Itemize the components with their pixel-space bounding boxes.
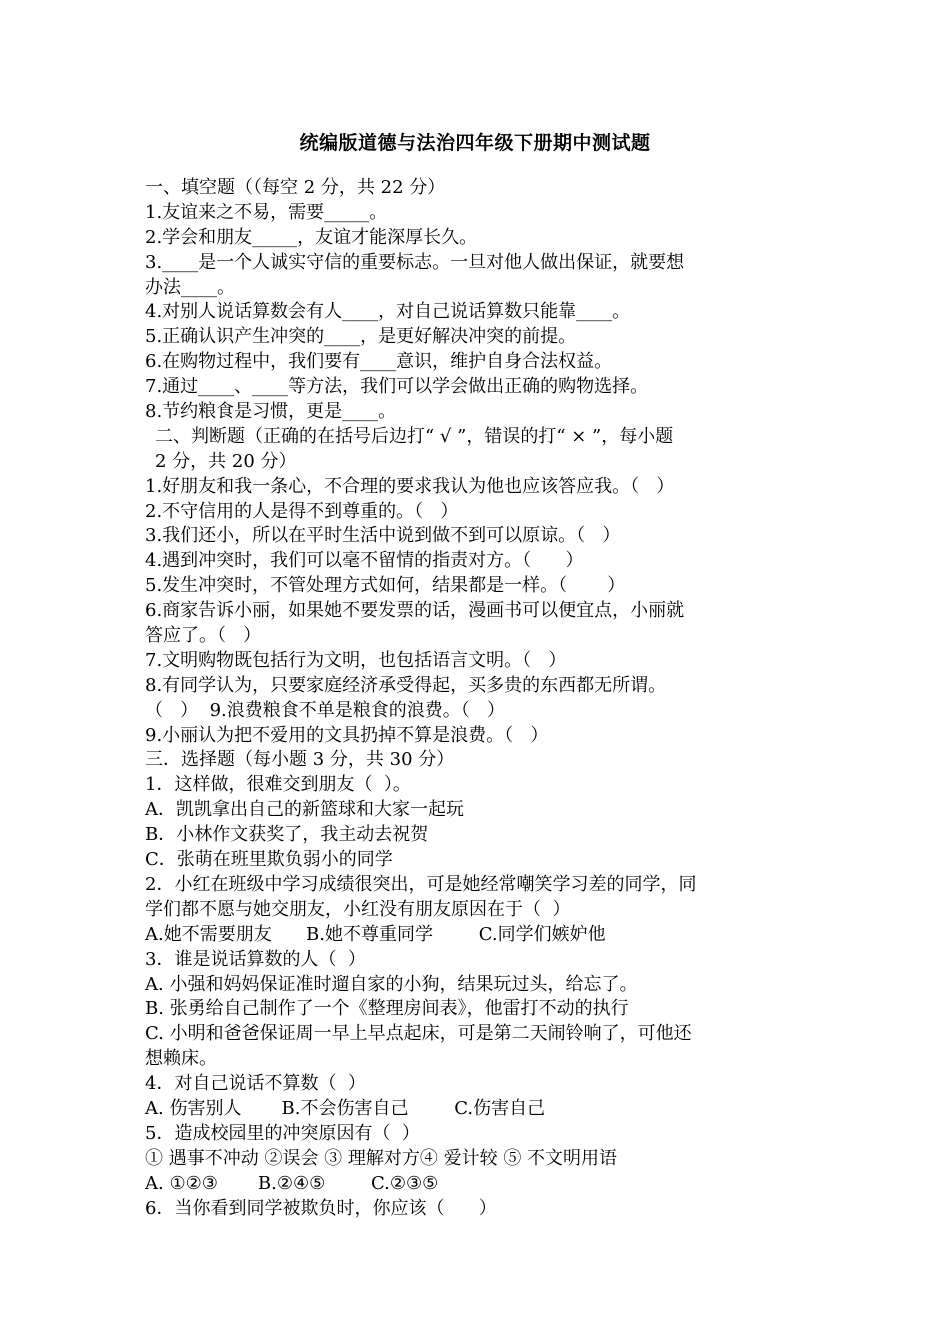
option-line: A．凯凯拿出自己的新篮球和大家一起玩 bbox=[145, 799, 464, 821]
option-line: 想赖床。 bbox=[145, 1048, 217, 1070]
option-line: A. 伤害别人 B.不会伤害自己 C.伤害自己 bbox=[145, 1097, 546, 1119]
section-heading-fill-blank: 一、填空题（（每空 2 分，共 22 分） bbox=[145, 177, 446, 198]
question-line: 5．造成校园里的冲突原因有（ ） bbox=[145, 1122, 420, 1144]
option-line: A. 小强和妈妈保证准时遛自家的小狗，结果玩过头，给忘了。 bbox=[145, 973, 638, 995]
question-line: 3.我们还小，所以在平时生活中说到做不到可以原谅。（ ） bbox=[145, 525, 621, 547]
question-line: 1.好朋友和我一条心，不合理的要求我认为他也应该答应我。（ ） bbox=[145, 475, 675, 497]
exam-body bbox=[145, 176, 810, 1221]
section-heading-multiple-choice: 三．选择题（每小题 3 分，共 30 分） bbox=[145, 749, 455, 771]
question-line: 4.对别人说话算数会有人____，对自己说话算数只能靠____。 bbox=[145, 301, 631, 323]
question-line: 5.发生冲突时，不管处理方式如何，结果都是一样。（ ） bbox=[145, 575, 626, 597]
question-line: 学们都不愿与她交朋友，小红没有朋友原因在于（ ） bbox=[145, 898, 571, 920]
question-line: 7.文明购物既包括行为文明，也包括语言文明。（ ） bbox=[145, 649, 567, 671]
question-line: 2．小红在班级中学习成绩很突出，可是她经常嘲笑学习差的同学，同 bbox=[145, 873, 697, 895]
question-line: 3.____是一个人诚实守信的重要标志。一旦对他人做出保证，就要想 bbox=[145, 251, 685, 273]
option-line: C. 小明和爸爸保证周一早上早点起床，可是第二天闹铃响了，可他还 bbox=[145, 1023, 692, 1045]
question-line: 4．对自己说话不算数（ ） bbox=[145, 1073, 366, 1095]
question-line: 2.学会和朋友_____，友谊才能深厚长久。 bbox=[145, 226, 478, 248]
question-line: 3．谁是说话算数的人（ ） bbox=[145, 948, 366, 970]
option-line: A. ①②③ B.②④⑤ C.②③⑤ bbox=[145, 1172, 439, 1194]
question-line: 8.节约粮食是习惯，更是____。 bbox=[145, 401, 397, 423]
option-line: B. 张勇给自己制作了一个《整理房间表》，他雷打不动的执行 bbox=[145, 998, 629, 1020]
question-line: 1.友谊来之不易，需要_____。 bbox=[145, 201, 388, 223]
question-line: 1．这样做，很难交到朋友（ ）。 bbox=[145, 774, 411, 796]
question-line: 6.商家告诉小丽，如果她不要发票的话，漫画书可以便宜点，小丽就 bbox=[145, 600, 685, 622]
question-line: 6．当你看到同学被欺负时，你应该（ ） bbox=[145, 1197, 497, 1219]
question-line: （ ） 9.浪费粮食不单是粮食的浪费。（ ） bbox=[145, 699, 505, 721]
question-line: 9.小丽认为把不爱用的文具扔掉不算是浪费。（ ） bbox=[145, 724, 549, 746]
question-line: 4.遇到冲突时，我们可以毫不留情的指责对方。（ ） bbox=[145, 550, 584, 572]
page-title: 统编版道德与法治四年级下册期中测试题 bbox=[299, 132, 651, 154]
question-line: 2.不守信用的人是得不到尊重的。（ ） bbox=[145, 500, 459, 522]
question-line: 办法____。 bbox=[145, 276, 235, 298]
question-line: 5.正确认识产生冲突的____，是更好解决冲突的前提。 bbox=[145, 326, 577, 348]
question-line: 答应了。（ ） bbox=[145, 625, 262, 647]
option-line: A.她不需要朋友 B.她不尊重同学 C.同学们嫉妒他 bbox=[145, 923, 606, 945]
section-heading-true-false: 二、判断题（正确的在括号后边打“ √ ”，错误的打“ × ”，每小题 bbox=[155, 425, 674, 447]
section-heading-true-false-cont: 2 分，共 20 分） bbox=[155, 450, 297, 472]
option-line: ① 遇事不冲动 ②误会 ③ 理解对方④ 爱计较 ⑤ 不文明用语 bbox=[145, 1147, 618, 1169]
option-line: C．张萌在班里欺负弱小的同学 bbox=[145, 849, 393, 871]
question-line: 8.有同学认为，只要家庭经济承受得起，买多贵的东西都无所谓。 bbox=[145, 674, 667, 696]
question-line: 6.在购物过程中，我们要有____意识，维护自身合法权益。 bbox=[145, 351, 613, 373]
question-line: 7.通过____、____等方法，我们可以学会做出正确的购物选择。 bbox=[145, 376, 649, 398]
option-line: B．小林作文获奖了，我主动去祝贺 bbox=[145, 824, 429, 846]
